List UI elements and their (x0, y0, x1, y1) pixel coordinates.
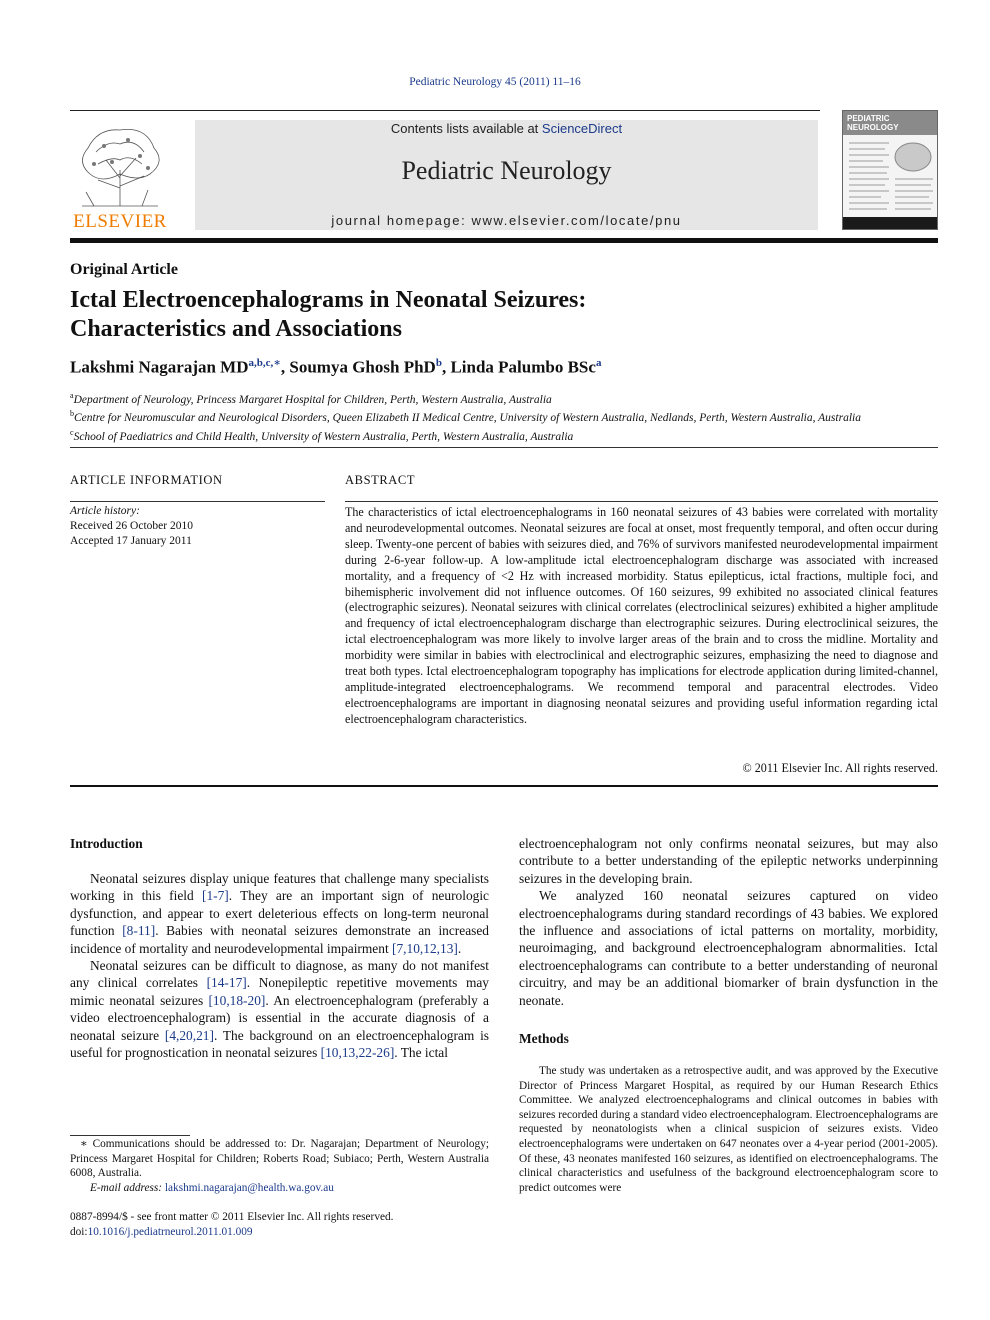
text-run: . They are an important sign of neurologic dysfunction, and appear to exert deleterious effects on long-term neuronal function (70, 888, 490, 939)
header-thick-rule (70, 238, 938, 243)
citation-link[interactable]: [7,10,12,13] (392, 940, 458, 956)
author-affiliation-marks[interactable]: a (595, 357, 602, 369)
doi-link[interactable]: 10.1016/j.pediatrneurol.2011.01.009 (87, 1225, 253, 1238)
journal-citation[interactable]: Pediatric Neurology 45 (2011) 11–16 (409, 76, 581, 88)
abstract-end-rule (70, 785, 938, 787)
footnote-rule (70, 1135, 190, 1136)
introduction-body (70, 870, 489, 1061)
text-run: . The ictal (394, 1045, 448, 1061)
author-list (70, 356, 601, 378)
text-run: Neonatal seizures display unique features that challenge many specialists working in this field (70, 871, 489, 904)
affiliation-mark: c (70, 427, 74, 437)
intro-paragraph-3: electroencephalogram not only confirms neonatal seizures, but may also contribute to a better understanding of the epileptic networks underpinning seizures in the developing brain. (519, 836, 938, 886)
journal-name: Pediatric Neurology (401, 156, 612, 185)
header-rule (70, 110, 820, 111)
abstract-copyright: © 2011 Elsevier Inc. All rights reserved. (742, 761, 938, 775)
affiliations-rule (70, 447, 938, 448)
article-info-rule (70, 501, 325, 502)
cover-title-line-2: NEUROLOGY (847, 123, 899, 132)
elsevier-logo-text: ELSEVIER (73, 211, 167, 232)
article-info-heading: ARTICLE INFORMATION (70, 473, 223, 487)
contents-line (195, 121, 818, 136)
intro-paragraph-1 (70, 870, 489, 957)
email-label: E-mail address: (90, 1181, 165, 1194)
contents-prefix: Contents lists available at (390, 121, 542, 136)
text-run: . (457, 940, 462, 956)
text-run: . An electroencephalogram (preferably a video electroencephalogram) is essential in the accurate diagnosis of a neonatal seizure (70, 992, 489, 1043)
journal-homepage-link[interactable]: journal homepage: www.elsevier.com/locate/pnu (331, 213, 682, 228)
affiliation-text: School of Paediatrics and Child Health, University of Western Australia, Perth, Western Australia, Australia (73, 430, 574, 443)
citation-link[interactable]: [4,20,21] (164, 1027, 214, 1043)
author-affiliation-marks[interactable]: b (435, 357, 442, 369)
methods-heading: Methods (519, 1031, 569, 1046)
affiliation-item (70, 426, 861, 444)
affiliation-item (70, 389, 861, 407)
abstract-heading: ABSTRACT (345, 473, 416, 487)
article-type: Original Article (70, 261, 178, 278)
text-run: . Nonepileptic repetitive movements may mimic neonatal seizures (70, 975, 489, 1008)
front-matter (70, 1210, 393, 1240)
methods-paragraph-1: The study was undertaken as a retrospective audit, and was approved by the Executive Director of Princess Margaret Hospital, as required by our Human Research Ethics Committee. We analyzed electroencephalograms and clinical outcomes in babies with seizures recorded during a standard video electroencephalogram. Electroencephalograms are requested by neonatologists when a clinical suspicion of seizures exists. Video electroencephalograms were undertaken on 647 neonates over a 4-year period (2001-2005). Of these, 43 neonates manifested 160 seizures, as identified on electroencephalograms. The clinical characteristics and usefulness of the background electroencephalogram score to predict outcomes were (519, 1065, 938, 1194)
citation-link[interactable]: [14-17] (206, 975, 247, 991)
cover-title (847, 114, 899, 132)
email-link[interactable]: lakshmi.nagarajan@health.wa.gov.au (164, 1181, 334, 1194)
intro-paragraph-4: We analyzed 160 neonatal seizures captured on video electroencephalograms during standard recordings of 43 babies. We explored the influence and associations of ictal patterns on mortality, morbidity, neuroimaging, and background electroencephalogram abnormalities. Ictal electroencephalograms can contribute to a better understanding of neuronal circuitry, and may be an additional biomarker of brain dysfunction in the neonate. (519, 888, 938, 1008)
abstract-rule (345, 501, 938, 502)
affiliation-text: Centre for Neuromuscular and Neurological Disorders, Queen Elizabeth II Medical Centre, University of Western Australia, Nedlands, Perth, Western Australia, Australia (74, 412, 861, 425)
doi-label: doi: (70, 1225, 88, 1238)
author-affiliation-marks[interactable]: a,b,c,∗ (248, 357, 281, 369)
text-run: Neonatal seizures can be difficult to diagnose, as many do not manifest any clinical correlates (70, 958, 489, 991)
cover-title-line-1: PEDIATRIC (847, 114, 890, 123)
intro-paragraph-2 (70, 957, 489, 1061)
journal-cover-thumbnail[interactable] (842, 110, 938, 230)
cover-contents-graphic (849, 139, 933, 215)
issn-line: 0887-8994/$ - see front matter © 2011 Elsevier Inc. All rights reserved. (70, 1211, 394, 1223)
affiliation-item (70, 407, 861, 425)
correspondence-footnote (70, 1137, 489, 1195)
author-separator: , (280, 357, 290, 377)
citation-link[interactable]: [8-11] (122, 923, 156, 939)
citation-link[interactable]: [10,18-20] (208, 992, 266, 1008)
article-title-line-1: Ictal Electroencephalograms in Neonatal Seizures: (70, 287, 587, 313)
received-date: Received 26 October 2010 (70, 520, 193, 532)
author-separator: , (441, 357, 451, 377)
citation-link[interactable]: [1-7] (201, 888, 229, 904)
author-name[interactable]: Lakshmi Nagarajan MD (70, 357, 249, 377)
article-title (70, 286, 586, 344)
author-name[interactable]: Soumya Ghosh PhD (289, 357, 436, 377)
accepted-date: Accepted 17 January 2011 (70, 535, 192, 547)
author-name[interactable]: Linda Palumbo BSc (450, 357, 596, 377)
methods-body (519, 1064, 938, 1195)
right-column-body (519, 835, 938, 1009)
correspondence-text: ∗ Communications should be addressed to: Dr. Nagarajan; Department of Neurology; Princess Margaret Hospital for Children; Roberts Road; Subiaco; Perth, Western Australia 6008, Australia. (70, 1138, 489, 1179)
article-title-line-2: Characteristics and Associations (70, 316, 402, 342)
sciencedirect-link[interactable]: ScienceDirect (541, 121, 623, 136)
affiliation-mark: b (70, 409, 74, 419)
text-run: . Babies with neonatal seizures demonstrate an increased incidence of mortality and neurodevelopmental impairment (70, 923, 489, 956)
history-label: Article history: (70, 505, 140, 517)
affiliation-text: Department of Neurology, Princess Margaret Hospital for Children, Perth, Western Australia, Australia (73, 393, 552, 406)
affiliations (70, 389, 861, 444)
affiliation-mark: a (70, 391, 74, 400)
introduction-heading: Introduction (70, 836, 143, 851)
abstract-text: The characteristics of ictal electroencephalograms in 160 neonatal seizures of 43 babies were correlated with mortality and neurodevelopmental outcomes. Neonatal seizures are focal at onset, most frequently temporal, and often occur during sleep. Twenty-one percent of babies with seizures died, and 76% of survivors manifested neurodevelopmental impairment during 2-6-year follow-up. A low-amplitude ictal electroencephalogram discharge was associated with increased mortality, and a frequency of <2 Hz with increased morbidity. Status epilepticus, ictal fractions, multiple foci, and bihemispheric involvement did not influence outcomes. Of 160 seizures, 99 exhibited no associated clinical features (electrographic seizures). Neonatal seizures with clinical correlates (electroclinical seizures) exhibited a higher amplitude and frequency of ictal electroencephalogram discharge than electrographic seizures. During electroclinical seizures, the ictal electroencephalogram was more likely to involve larger areas of the brain and to cross the midline. Mortality and morbidity were similar in babies with electroclinical and electrographic seizures, emphasizing the need to diagnose and treat both types. Ictal electroencephalogram topography has implications for electrode application during limited-channel, amplitude-integrated electroencephalograms. We recommend temporal and paracentral electrodes. Video electroencephalograms are important in diagnosing neonatal seizures and providing useful information regarding ictal electroencephalogram characteristics. (345, 505, 938, 726)
text-run: . The background on an electroencephalogram is useful for prognostication in neonatal seizures (70, 1027, 489, 1061)
citation-link[interactable]: [10,13,22-26] (320, 1045, 395, 1061)
article-history (70, 504, 193, 549)
cover-footer-band (843, 217, 938, 229)
